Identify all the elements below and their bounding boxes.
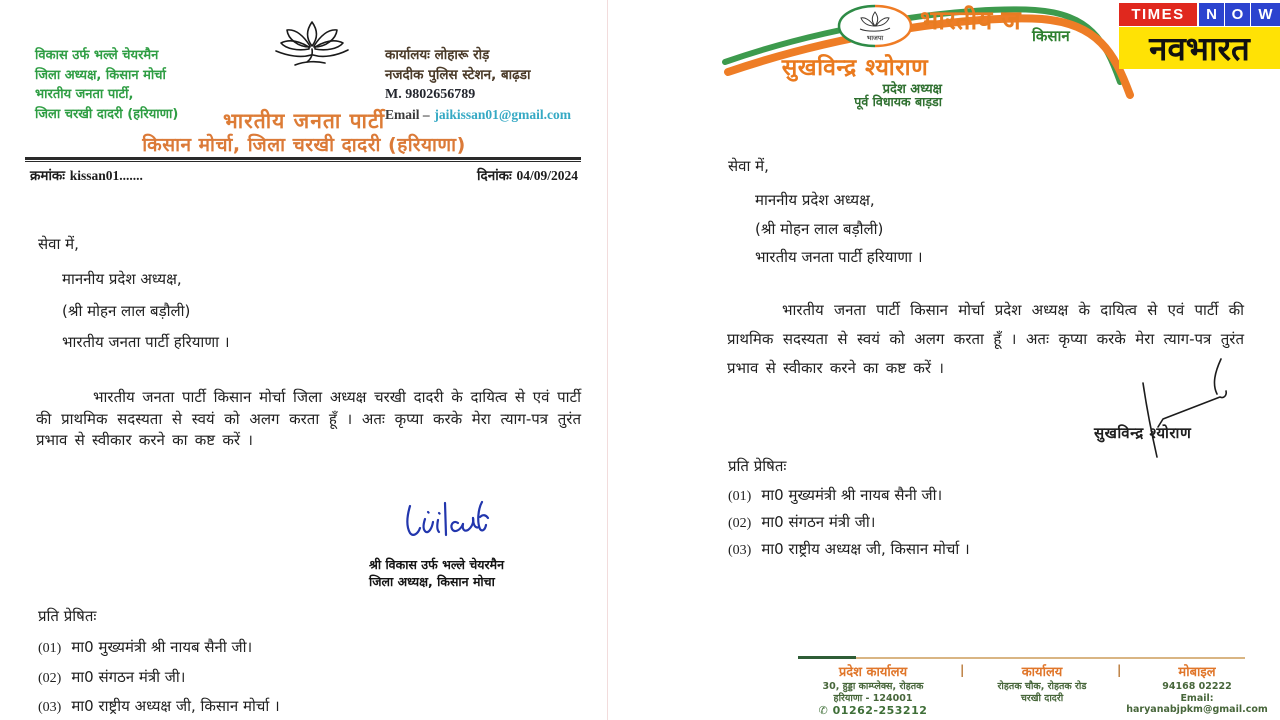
signatory-block (369, 556, 504, 590)
date-label: दिनांकः (477, 168, 512, 184)
now-letter-box: W (1251, 3, 1280, 26)
right-role-line: पूर्व विधायक बाड़डा (854, 94, 942, 109)
phone-icon: ✆ (818, 704, 829, 717)
footer-mobile-column (1118, 662, 1276, 716)
sender-line: भारतीय जनता पार्टी, (35, 87, 134, 102)
cc-text: मा0 राष्ट्रीय अध्यक्ष जी, किसान मोर्चा । (71, 697, 280, 715)
bjp-oval-logo-icon (836, 4, 914, 48)
cc-num: (03) (38, 700, 62, 715)
cc-label: प्रति प्रेषितः (728, 457, 787, 475)
addressee-block (62, 264, 230, 359)
footer-col-title: प्रदेश कार्यालय (838, 665, 908, 680)
cc-text: मा0 संगठन मंत्री जी। (761, 513, 876, 531)
right-letterhead-name: सुखविन्द्र श्योराण (781, 55, 929, 81)
footer-line: Email: (1180, 692, 1214, 704)
footer-line: 30, हुड्डा काम्प्लेक्स, रोहतक (822, 681, 924, 692)
signatory-line: श्री विकास उर्फ भल्ले चेयरमैन (369, 557, 505, 572)
ref-label: क्रमांकः (30, 168, 66, 184)
cc-label: प्रति प्रेषितः (38, 607, 97, 625)
navbharat-box (1119, 27, 1280, 69)
date-value: 04/09/2024 (516, 168, 578, 183)
cc-item (728, 539, 970, 559)
cc-item (38, 667, 280, 687)
cc-list (728, 485, 970, 566)
left-letterhead-title: भारतीय जनता पार्टी (222, 109, 386, 133)
footer-col-title: कार्यालय (1021, 665, 1063, 680)
footer-separator: | (1117, 663, 1122, 677)
cc-text: मा0 मुख्यमंत्री श्री नायब सैनी जी। (761, 486, 943, 504)
footer-office2-column (967, 662, 1117, 704)
right-role-line: प्रदेश अध्यक्ष (882, 82, 942, 97)
addressee-line: माननीय प्रदेश अध्यक्ष, (755, 191, 875, 209)
footer-line: हरियाणा - 124001 (833, 692, 913, 704)
addressee-line: भारतीय जनता पार्टी हरियाणा । (755, 248, 923, 266)
phone-number: 01262-253212 (832, 704, 928, 717)
addressee-line: (श्री मोहन लाल बड़ौली) (62, 301, 191, 320)
sender-line: विकास उर्फ भल्ले चेयरमैन (35, 48, 159, 63)
office-mobile: M. 9802656789 (385, 87, 476, 102)
cc-num: (02) (38, 670, 62, 686)
ref-value: kissan01....... (69, 168, 143, 183)
addressee-block (755, 186, 923, 272)
cc-num: (03) (728, 543, 752, 558)
letterhead-rule (25, 157, 581, 162)
cc-text: मा0 मुख्यमंत्री श्री नायब सैनी जी। (71, 638, 253, 656)
cc-item (38, 696, 280, 716)
times-now-navbharat-logo (1119, 3, 1280, 69)
now-letter-box: O (1225, 3, 1250, 26)
signed-name: सुखविन्द्र श्योराण (1094, 424, 1192, 442)
office-line: कार्यालयः लोहारू रोड़ (385, 47, 490, 63)
addressee-line: भारतीय जनता पार्टी हरियाणा । (62, 333, 230, 351)
footer-rule (798, 657, 1245, 659)
office-line: नजदीक पुलिस स्टेशन, बाढ़डा (385, 66, 531, 83)
footer-email: haryanabjpkm@gmail.com (1126, 704, 1268, 715)
footer-office-column (792, 662, 954, 717)
addressee-line: (श्री मोहन लाल बड़ौली) (755, 219, 884, 238)
email-label: Email – (385, 106, 430, 122)
cc-item (728, 512, 970, 532)
navbharat-wordmark: नवभारत (1149, 28, 1250, 68)
footer-separator: | (960, 663, 965, 677)
footer-col-title: मोबाइल (1178, 665, 1216, 680)
footer-rule-accent (798, 656, 856, 659)
salutation: सेवा में, (38, 235, 79, 253)
letter-body: भारतीय जनता पार्टी किसान मोर्चा प्रदेश अध्यक्ष के दायित्व से एवं पार्टी की प्राथमिक सदस्यता से स्वयं को अलग करता हूँ । अतः कृप्या करके मेरा त्याग-पत्र तुरंत प्रभाव से स्वीकार करने का कष्ट करें । (727, 301, 1244, 377)
page-divider (607, 0, 608, 720)
footer-line: रोहतक चौक, रोहतक रोड (997, 681, 1087, 692)
cc-num: (01) (728, 489, 752, 504)
salutation: सेवा में, (728, 157, 769, 175)
letter-date (477, 166, 578, 184)
cc-num: (02) (728, 516, 752, 531)
times-box: TIMES (1119, 3, 1197, 26)
cc-list (38, 637, 280, 720)
oval-logo-text: भाजपा (866, 34, 884, 42)
signatory-line: जिला अध्यक्ष, किसान मोचा (369, 574, 495, 589)
signature-scribble-black (1125, 350, 1230, 462)
cc-item (38, 637, 280, 657)
sender-line: जिला चरखी दादरी (हरियाणा) (35, 106, 179, 122)
email-address: jaikissan01@gmail.com (434, 106, 572, 122)
header-party-name-partial: भारतीय ज (920, 6, 1021, 36)
header-morcha-partial: किसान (1032, 27, 1070, 45)
bjp-lotus-outline-icon (268, 20, 356, 68)
footer-line: चरखी दादरी (1020, 692, 1064, 704)
cc-text: मा0 राष्ट्रीय अध्यक्ष जी, किसान मोर्चा । (761, 540, 970, 558)
letter-body: भारतीय जनता पार्टी किसान मोर्चा जिला अध्यक्ष चरखी दादरी के दायित्व से एवं पार्टी की प्राथमिक सदस्यता से स्वयं को अलग करता हूँ । अतः कृप्या करके मेरा त्याग-पत्र तुरंत प्रभाव से स्वीकार करने का कष्ट करें । (36, 388, 581, 449)
reference-number (30, 166, 143, 184)
reference-date-row (30, 166, 578, 184)
now-letter-box: N (1199, 3, 1224, 26)
signature-scribble-blue (398, 497, 490, 543)
cc-text: मा0 संगठन मंत्री जी। (71, 667, 186, 686)
footer-phone-line (792, 704, 954, 717)
cc-num: (01) (38, 641, 62, 656)
cc-item (728, 485, 970, 505)
addressee-line: माननीय प्रदेश अध्यक्ष, (62, 270, 182, 288)
left-letterhead-subtitle: किसान मोर्चा, जिला चरखी दादरी (हरियाणा) (142, 134, 466, 156)
footer-line: 94168 02222 (1162, 681, 1232, 692)
times-now-row (1119, 3, 1280, 26)
sender-line: जिला अध्यक्ष, किसान मोर्चा (35, 67, 166, 83)
